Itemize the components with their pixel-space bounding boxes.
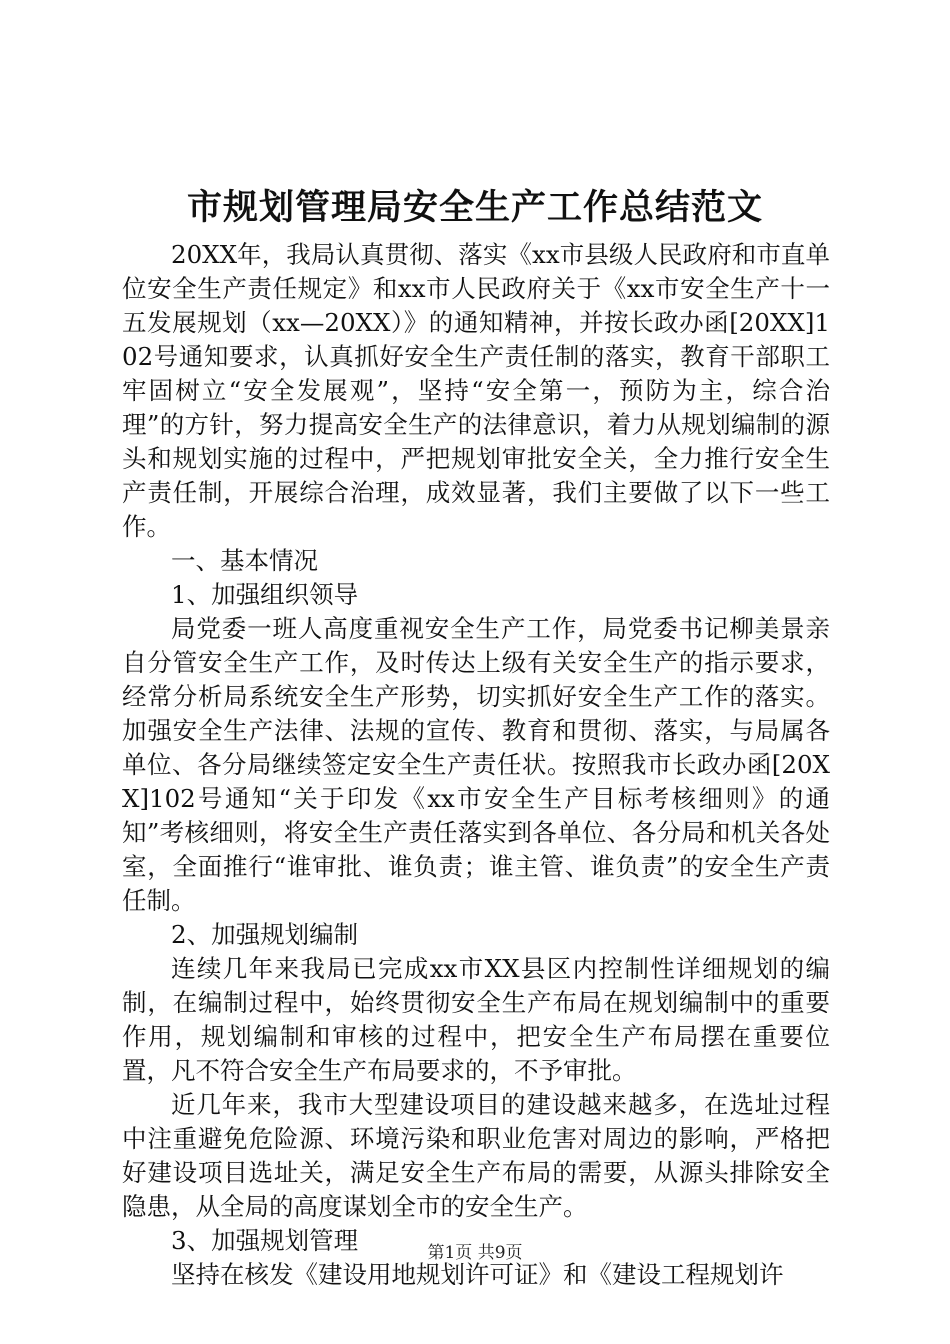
paragraph-organization: 局党委一班人高度重视安全生产工作，局党委书记柳美景亲自分管安全生产工作，及时传达上级有关安全生产的指示要求，经常分析局系统安全生产形势，切实抓好安全生产工作的落实。加强安全生产法律、法规的宣传、教育和贯彻、落实，与局属各单位、各分局继续签定安全生产责任状。按照我市长政办函[20XX]102号通知“关于印发《xx市安全生产目标考核细则》的通知”考核细则，将安全生产责任落实到各单位、各分局和机关各处室，全面推行“谁审批、谁负责；谁主管、谁负责”的安全生产责任制。	[122, 614, 830, 915]
subheading-organization: 1、加强组织领导	[171, 580, 359, 609]
subheading-planning-compilation: 2、加强规划编制	[171, 920, 359, 949]
document-title: 市规划管理局安全生产工作总结范文	[186, 187, 763, 228]
page-footer: 第1页 共9页	[427, 1243, 523, 1263]
paragraph-intro: 20XX年，我局认真贯彻、落实《xx市县级人民政府和市直单位安全生产责任规定》和xx市人民政府关于《xx市安全生产十一五发展规划（xx—20XX）》的通知精神，并按长政办函[20XX]102号通知要求，认真抓好安全生产责任制的落实，教育干部职工牢固树立“安全发展观”，坚持“安全第一，预防为主，综合治理”的方针，努力提高安全生产的法律意识，着力从规划编制的源头和规划实施的过程中，严把规划审批安全关，全力推行安全生产责任制，开展综合治理，成效显著，我们主要做了以下一些工作。	[122, 240, 830, 541]
paragraph-planning-management: 坚持在核发《建设用地规划许可证》和《建设工程规划许	[171, 1260, 784, 1289]
document-body	[122, 238, 830, 1292]
paragraph-project-siting: 近几年来，我市大型建设项目的建设越来越多，在选址过程中注重避免危险源、环境污染和职业危害对周边的影响，严格把好建设项目选址关，满足安全生产布局的需要，从源头排除安全隐患，从全局的高度谋划全市的安全生产。	[122, 1090, 830, 1221]
subheading-planning-management: 3、加强规划管理	[171, 1226, 359, 1255]
section-heading-basic-situation: 一、基本情况	[171, 546, 318, 575]
paragraph-planning-compilation: 连续几年来我局已完成xx市XX县区内控制性详细规划的编制，在编制过程中，始终贯彻安全生产布局在规划编制中的重要作用，规划编制和审核的过程中，把安全生产布局摆在重要位置，凡不符合安全生产布局要求的，不予审批。	[122, 954, 830, 1085]
